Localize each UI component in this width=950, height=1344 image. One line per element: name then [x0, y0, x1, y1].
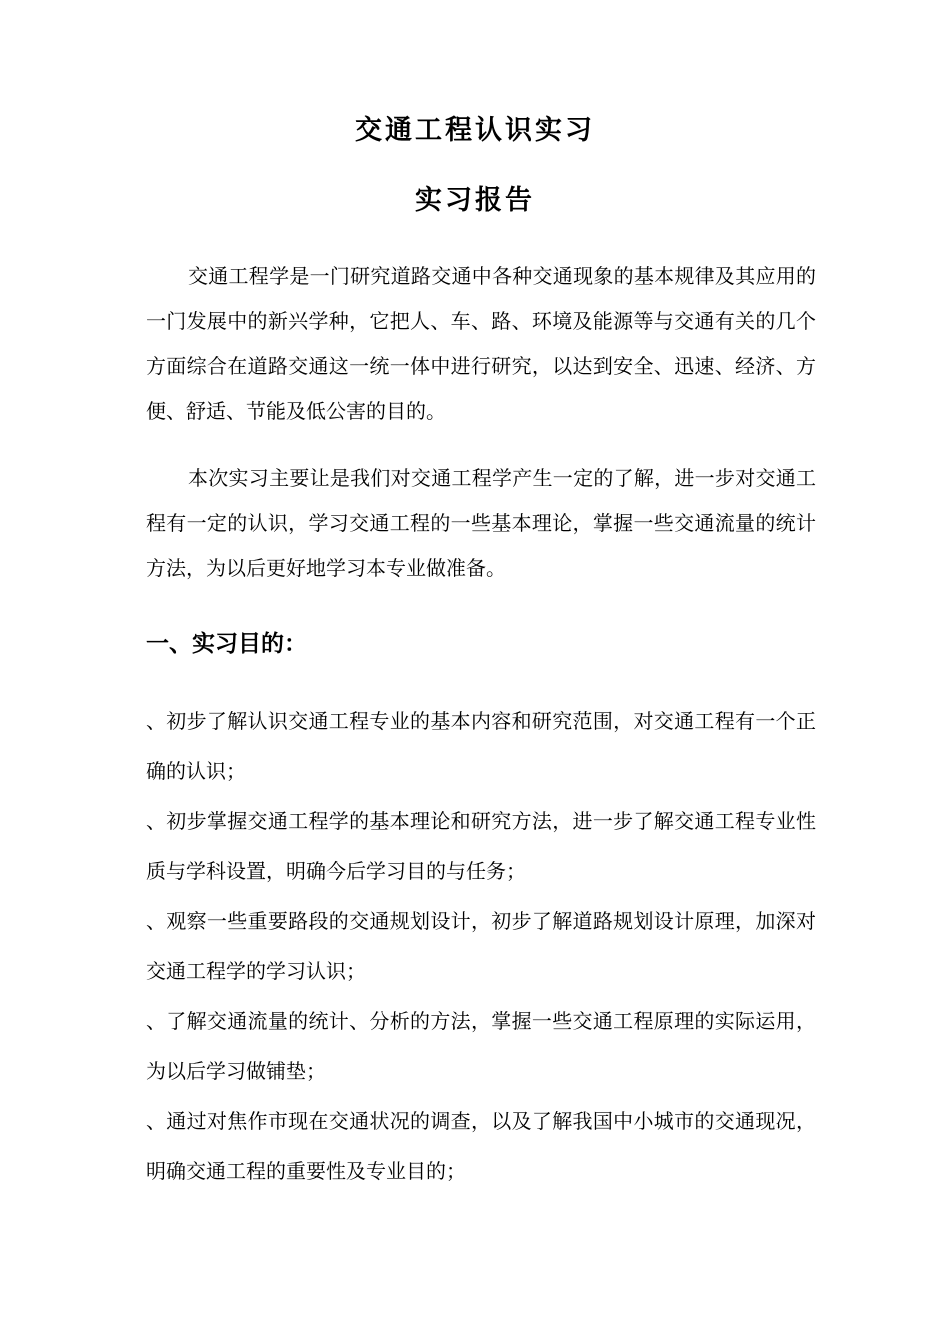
purpose-paragraph: 本次实习主要让是我们对交通工程学产生一定的了解，进一步对交通工程有一定的认识，学习交通工程的一些基本理论，掌握一些交通流量的统计方法，为以后更好地学习本专业做准备。	[146, 466, 816, 580]
section-heading-objectives: 一、实习目的：	[146, 630, 307, 657]
list-item: 、通过对焦作市现在交通状况的调查，以及了解我国中小城市的交通现况，明确交通工程的重要性及专业目的；	[146, 1109, 816, 1183]
list-item: 、观察一些重要路段的交通规划设计，初步了解道路规划设计原理，加深对交通工程学的学习认识；	[146, 909, 816, 983]
list-item: 、初步掌握交通工程学的基本理论和研究方法，进一步了解交通工程专业性质与学科设置，明确今后学习目的与任务；	[146, 809, 816, 883]
document-subtitle: 实习报告	[415, 185, 535, 216]
intro-paragraph: 交通工程学是一门研究道路交通中各种交通现象的基本规律及其应用的一门发展中的新兴学种，它把人、车、路、环境及能源等与交通有关的几个方面综合在道路交通这一统一体中进行研究，以达到安全、迅速、经济、方便、舒适、节能及低公害的目的。	[146, 264, 816, 423]
list-item: 、了解交通流量的统计、分析的方法，掌握一些交通工程原理的实际运用，为以后学习做铺垫；	[146, 1009, 816, 1083]
objectives-list	[146, 696, 816, 1196]
document-title: 交通工程认识实习	[355, 115, 595, 146]
list-item: 、初步了解认识交通工程专业的基本内容和研究范围，对交通工程有一个正确的认识；	[146, 709, 816, 783]
